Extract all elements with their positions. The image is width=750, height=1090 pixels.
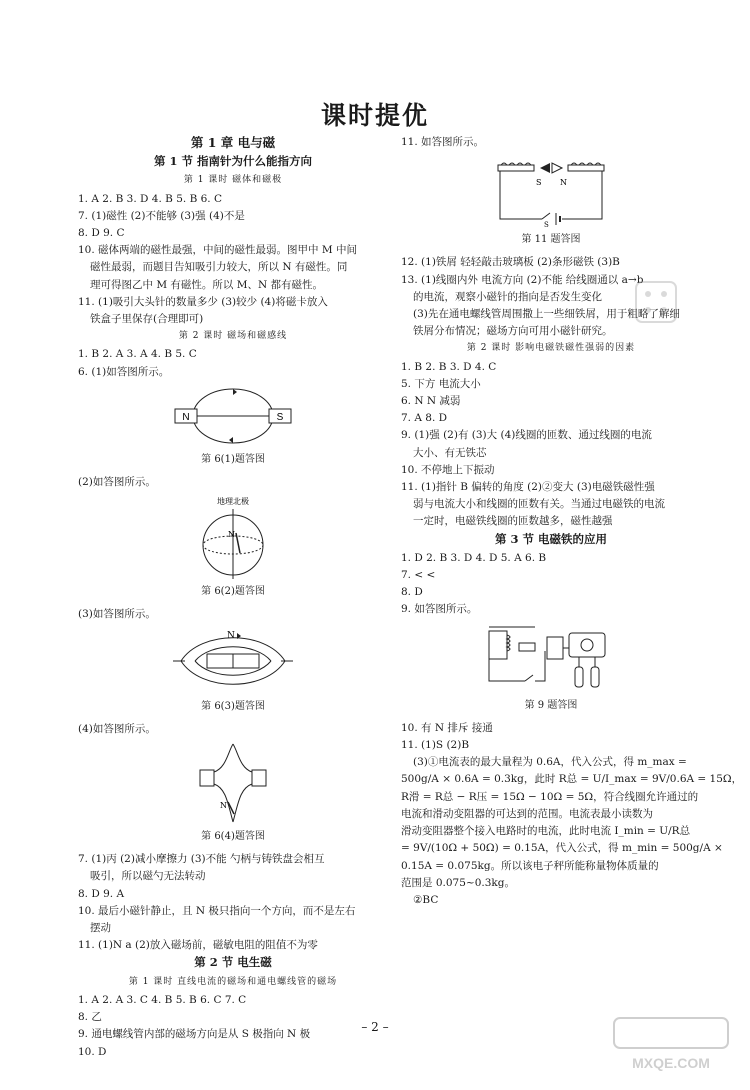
answer-line: (2)如答图所示。 [78,476,156,489]
answer-line: 8. D [401,586,423,599]
answer-line: 1. D 2. B 3. D 4. D 5. A 6. B [401,551,547,564]
coil-n-label: N [560,178,567,188]
horseshoe-field-diagram [171,628,295,694]
svg-text:N: N [220,801,227,811]
bar-magnet-field-diagram [173,385,293,447]
answer-line: 7. A 8. D [401,412,448,425]
chapter-heading: 第 1 章 电与磁 [190,135,276,150]
left-column [78,134,388,1061]
answer-line: 10. 磁体两端的磁性最强，中间的磁性最弱。图甲中 M 中间 [78,244,357,257]
answer-line: 铁屑分布情况；磁场方向可用小磁针研究。 [413,325,613,338]
answer-line: 一定时，电磁铁线圈的匝数越多，磁性越强 [413,515,613,528]
earth-magnetic-diagram [188,495,278,579]
answer-line: 8. D 9. C [78,227,125,240]
answer-line: 10. 最后小磁针静止，且 N 极只指向一个方向，而不是左右 [78,904,356,917]
figure-11 [401,155,701,230]
answer-line: (3)①电流表的最大量程为 0.6A，代入公式，得 m_max = [413,756,687,769]
answer-line: 9. 通电螺线管内部的磁场方向是从 S 极指向 N 极 [78,1028,311,1041]
figure-caption: 第 6(2)题答图 [201,586,265,598]
answer-line: = 9V/(10Ω + 50Ω) = 0.15A，代入公式，得 m_min = 500g/A × [401,842,723,855]
figure-6-1 [78,385,388,447]
answer-line: 滑动变阻器整个接入电路时的电流，此时电流 I_min = U/R总 [401,825,691,838]
figure-caption: 第 9 题答图 [524,699,578,711]
answer-line: 1. A 2. A 3. C 4. B 5. B 6. C 7. C [78,993,247,1006]
section-heading: 第 3 节 电磁铁的应用 [494,531,607,546]
answer-line: 铁盒子里保存(合理即可) [90,313,204,326]
coil-s-label: S [536,178,542,188]
answer-line: 1. B 2. B 3. D 4. C [401,360,497,373]
answer-line: 磁性最弱，而题目告知吸引力较大，所以 N 有磁性。同 [90,261,348,274]
answer-line: 1. B 2. A 3. A 4. B 5. C [78,348,197,361]
magnet-s-label: S [276,411,284,423]
figure-9 [401,623,701,693]
figure-caption: 第 6(3)题答图 [201,700,265,712]
figure-6-4 [78,742,388,824]
answer-line: 11. (1)N a (2)放入磁场前，磁敏电阻的阻值不为零 [78,939,318,952]
electromagnet-relay-diagram [485,623,617,693]
svg-text:N: N [227,630,235,641]
answer-line: 9. (1)强 (2)有 (3)大 (4)线圈的匝数、通过线圈的电流 [401,429,652,442]
answer-line: 的电流，观察小磁针的指向是否发生变化 [413,290,602,303]
answer-line: 12. (1)铁屑 轻轻敲击玻璃板 (2)条形磁铁 (3)B [401,256,620,269]
figure-caption: 第 11 题答图 [521,234,581,246]
figure-caption: 第 6(1)题答图 [201,453,265,465]
answer-line: 7. < < [401,569,436,582]
answer-line: 10. 有 N 排斥 接通 [401,721,493,734]
answer-line: 电流和滑动变阻器的可达到的范围。电流表最小读数为 [401,807,653,820]
answer-line: 10. D [78,1045,107,1058]
answer-line: 1. A 2. B 3. D 4. B 5. B 6. C [78,192,223,205]
answer-line: 8. D 9. A [78,887,125,900]
answer-line: 500g/A × 0.6A = 0.3kg，此时 R总 = U/I_max = 9V/0.6A = 15Ω， [401,773,743,786]
lesson-heading: 第 2 课时 影响电磁铁磁性强弱的因素 [466,343,636,354]
page-title: 课时提优 [320,101,429,130]
answer-line: (3)如答图所示。 [78,608,156,621]
dice-stamp-icon [632,278,680,326]
answer-line: 6. (1)如答图所示。 [78,365,170,378]
geo-north-label: 地理北极 [217,497,249,507]
page-number: – 2 – [361,1020,389,1034]
section-heading: 第 2 节 电生磁 [194,955,272,970]
figure-6-3 [78,628,388,694]
section-heading: 第 1 节 指南针为什么能指方向 [153,154,312,169]
answer-line: 10. 不停地上下振动 [401,463,495,476]
answer-line: (4)如答图所示。 [78,722,156,735]
answer-line: 11. (1)吸引大头针的数量多少 (3)较少 (4)将磁卡放入 [78,295,328,308]
answer-line: 5. 下方 电流大小 [401,377,481,390]
answer-line: 0.15A = 0.075kg。所以该电子秤所能称量物体质量的 [401,859,659,872]
svg-text:N: N [228,530,235,540]
right-column [401,134,743,909]
answer-line: 11. 如答图所示。 [401,136,485,148]
answer-line: 理可得图乙中 M 有磁性。所以 M、N 都有磁性。 [90,278,324,291]
figure-6-2 [78,495,388,579]
lesson-heading: 第 2 课时 磁场和磁感线 [178,331,288,342]
switch-s-label: S [544,221,549,230]
answer-line: 7. (1)丙 (2)减小摩擦力 (3)不能 勺柄与铸铁盘会相互 [78,853,325,866]
magnet-n-label: N [182,411,190,423]
answer-line: 摆动 [90,922,111,935]
answer-line: 13. (1)线圈内外 电流方向 (2)不能 给线圈通以 a→b [401,273,644,286]
lesson-heading: 第 1 课时 直线电流的磁场和通电螺线管的磁场 [128,976,338,987]
answer-line: 8. 乙 [78,1011,102,1024]
answer-line: 范围是 0.075~0.3kg。 [401,876,515,889]
answer-line: 7. (1)磁性 (2)不能够 (3)强 (4)不是 [78,209,245,222]
answer-line: R滑 = R总 − R压 = 15Ω − 10Ω = 5Ω，符合线圈允许通过的 [401,790,699,803]
answer-line: 11. (1)指针 B 偏转的角度 (2)②变大 (3)电磁铁磁性强 [401,481,655,494]
answer-line: 弱与电流大小和线圈的匝数有关。当通过电磁铁的电流 [413,498,665,511]
two-magnets-field-diagram [198,742,268,824]
answer-line: 吸引，所以磁勺无法转动 [90,870,206,883]
answer-line: 11. (1)S (2)B [401,739,470,752]
solenoid-circuit-diagram [492,155,610,230]
figure-caption: 第 6(4)题答图 [201,831,265,843]
answer-line: ②BC [413,893,439,906]
lesson-heading: 第 1 课时 磁体和磁极 [183,175,283,186]
answer-line: (3)先在通电螺线管周围撒上一些细铁屑，用于粗略了解细 [413,308,680,321]
watermark-text: MXQE.COM [632,1055,710,1071]
answer-line: 9. 如答图所示。 [401,603,478,616]
answer-line: 大小、有无铁芯 [413,446,487,459]
watermark-logo [612,1016,730,1074]
answer-line: 6. N N 减弱 [401,395,461,408]
